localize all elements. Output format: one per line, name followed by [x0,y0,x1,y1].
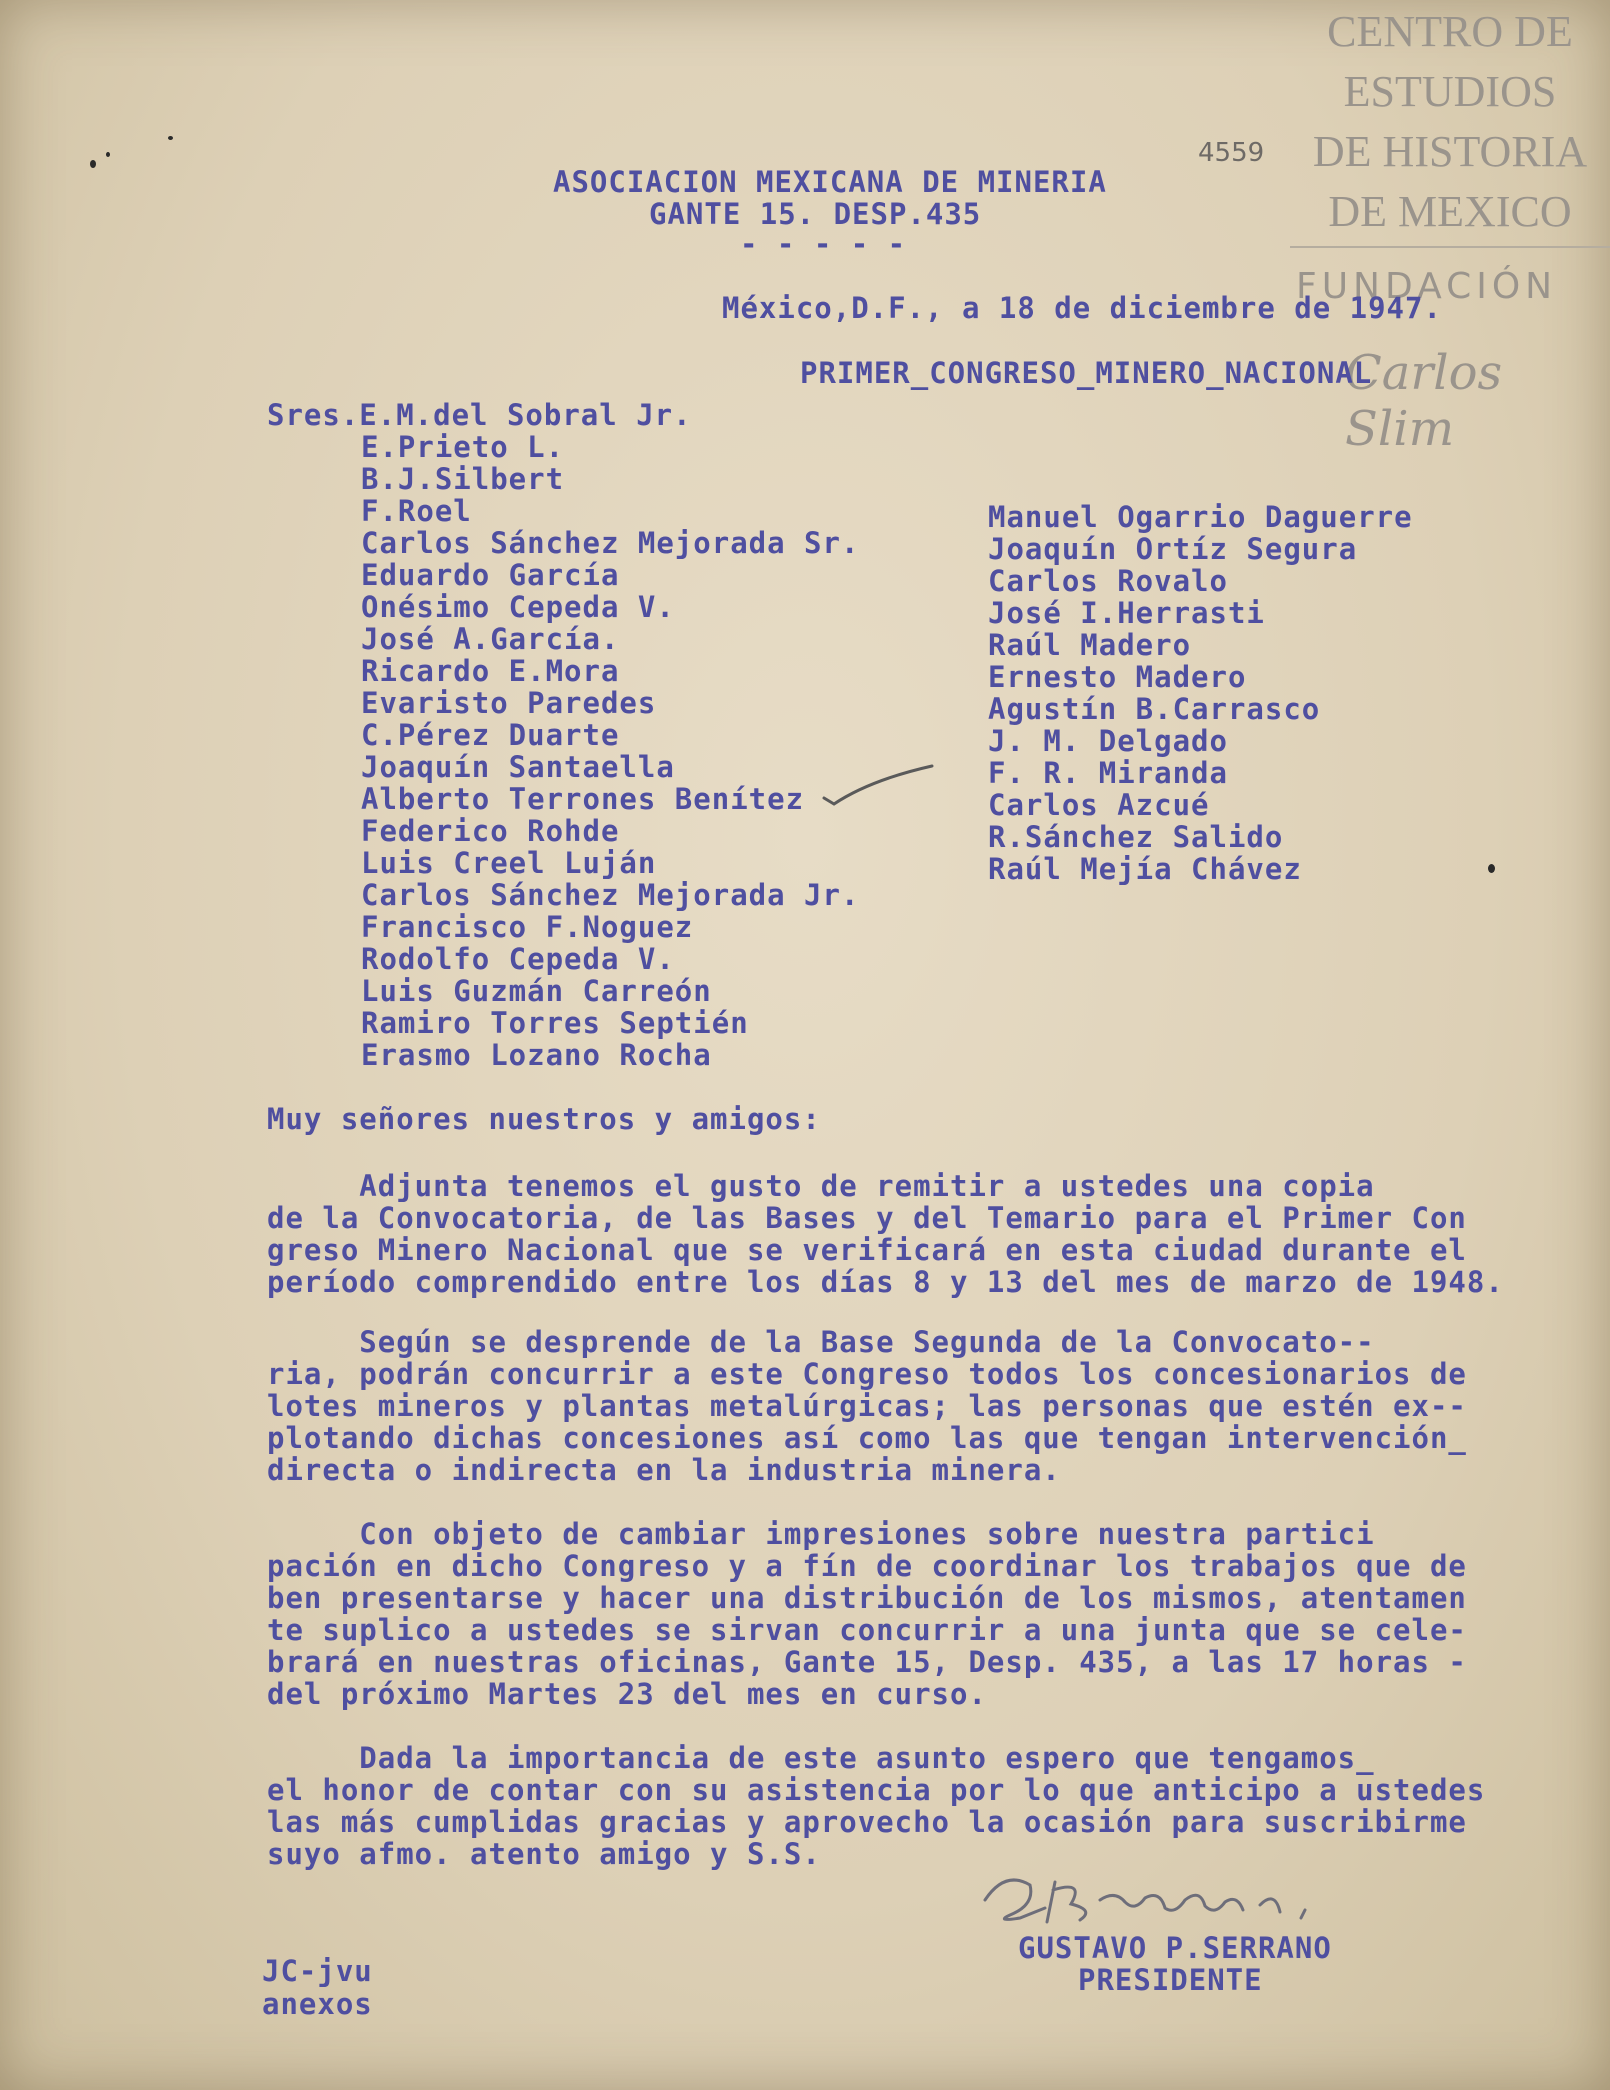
body-line: ben presentarse y hacer una distribución de los mismos, atentamen [267,1581,1467,1615]
body-line: Dada la importancia de este asunto espero que tengamos_ [267,1741,1375,1775]
letterhead-rule: - - - - - [740,227,907,261]
signatory-name: GUSTAVO P.SERRANO [1018,1931,1332,1965]
body-line: te suplico a ustedes se sirvan concurrir a una junta que se cele- [267,1613,1467,1647]
recipient-name: J. M. Delgado [988,724,1228,758]
recipient-name: R.Sánchez Salido [988,820,1284,854]
letterhead-address: GANTE 15. DESP.435 [649,197,982,231]
ink-speck [90,160,96,168]
recipient-name: Eduardo García [361,558,620,592]
recipient-name: B.J.Silbert [361,462,565,496]
watermark-line-1: CENTRO DE [1327,7,1573,56]
handwritten-signature [975,1860,1475,1940]
recipient-name: Federico Rohde [361,814,620,848]
body-line: greso Minero Nacional que se verificará en esta ciudad durante el [267,1233,1467,1267]
body-line: suyo afmo. atento amigo y S.S. [267,1837,821,1871]
recipient-name: Ernesto Madero [988,660,1247,694]
subject-line: PRIMER_CONGRESO_MINERO_NACIONAL [800,356,1373,390]
recipient-name: José I.Herrasti [988,596,1265,630]
recipient-name: Carlos Rovalo [988,564,1228,598]
body-line: las más cumplidas gracias y aprovecho la ocasión para suscribirme [267,1805,1467,1839]
recipient-name: Carlos Sánchez Mejorada Jr. [361,878,860,912]
recipient-name: Onésimo Cepeda V. [361,590,675,624]
watermark-line-3: DE HISTORIA [1312,127,1588,176]
date-line: México,D.F., a 18 de diciembre de 1947. [722,291,1442,325]
watermark-signature: Carlos Slim [1345,345,1503,457]
recipient-name: Raúl Madero [988,628,1192,662]
recipient-name: Sres.E.M.del Sobral Jr. [267,398,692,432]
recipient-name: Luis Creel Luján [361,846,657,880]
ink-speck [106,152,110,157]
watermark-foundation: FUNDACIÓN [1296,266,1558,307]
ink-speck [1488,864,1495,873]
ink-speck [168,136,173,140]
body-line: brará en nuestras oficinas, Gante 15, Desp. 435, a las 17 horas - [267,1645,1467,1679]
body-line: directa o indirecta en la industria minera. [267,1453,1061,1487]
body-line: plotando dichas concesiones así como las que tengan intervención_ [267,1421,1467,1455]
letterhead-org: ASOCIACION MEXICANA DE MINERIA [553,165,1107,199]
recipient-name: Ricardo E.Mora [361,654,620,688]
recipient-name: Raúl Mejía Chávez [988,852,1302,886]
body-line: ria, podrán concurrir a este Congreso todos los concesionarios de [267,1357,1467,1391]
recipient-name: F. R. Miranda [988,756,1228,790]
recipient-name: E.Prieto L. [361,430,565,464]
body-line: el honor de contar con su asistencia por lo que anticipo a ustedes [267,1773,1486,1807]
recipient-name: Carlos Azcué [988,788,1210,822]
recipient-name: Francisco F.Noguez [361,910,694,944]
recipient-name: Ramiro Torres Septién [361,1006,749,1040]
recipient-name: F.Roel [361,494,472,528]
body-line: Adjunta tenemos el gusto de remitir a ustedes una copia [267,1169,1375,1203]
recipient-name: Agustín B.Carrasco [988,692,1321,726]
reference-initials: JC-jvu [262,1954,373,1988]
body-line: Según se desprende de la Base Segunda de la Convocato-- [267,1325,1375,1359]
recipient-name: Joaquín Ortíz Segura [988,532,1358,566]
archive-number: 4559 [1198,138,1265,168]
watermark-line-2: ESTUDIOS [1343,67,1557,116]
recipient-name: Luis Guzmán Carreón [361,974,712,1008]
body-line: pación en dicho Congreso y a fín de coordinar los trabajos que de [267,1549,1467,1583]
recipient-name: Joaquín Santaella [361,750,675,784]
body-line: lotes mineros y plantas metalúrgicas; las personas que estén ex-- [267,1389,1467,1423]
recipient-name: Evaristo Paredes [361,686,657,720]
salutation: Muy señores nuestros y amigos: [267,1102,821,1136]
recipient-name: José A.García. [361,622,620,656]
body-line: del próximo Martes 23 del mes en curso. [267,1677,987,1711]
check-mark-icon [820,760,940,810]
watermark-line-4: DE MEXICO [1328,187,1572,236]
recipient-name: Manuel Ogarrio Daguerre [988,500,1413,534]
recipient-name: Alberto Terrones Benítez [361,782,805,816]
recipient-name: Rodolfo Cepeda V. [361,942,675,976]
signatory-title: PRESIDENTE [1078,1963,1263,1997]
body-line: Con objeto de cambiar impresiones sobre nuestra partici [267,1517,1375,1551]
body-line: de la Convocatoria, de las Bases y del Temario para el Primer Con [267,1201,1467,1235]
enclosures-note: anexos [262,1987,373,2021]
watermark-divider [1290,246,1610,248]
recipient-name: C.Pérez Duarte [361,718,620,752]
recipient-name: Erasmo Lozano Rocha [361,1038,712,1072]
recipient-name: Carlos Sánchez Mejorada Sr. [361,526,860,560]
body-line: período comprendido entre los días 8 y 13 del mes de marzo de 1948. [267,1265,1504,1299]
